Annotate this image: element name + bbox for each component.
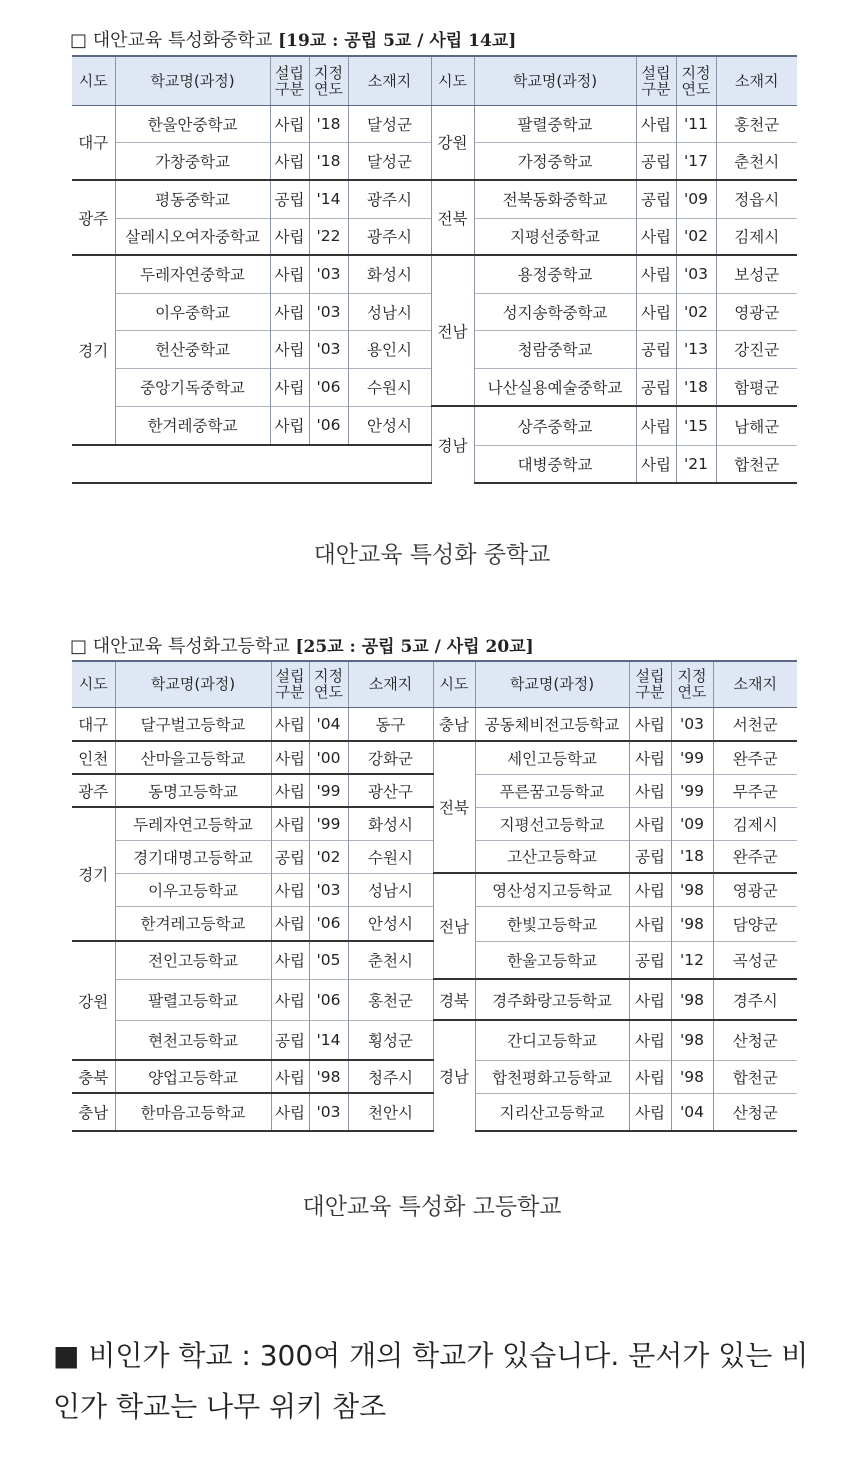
school-name-cell: 영산성지고등학교 [475,873,629,906]
school-year-cell: '13 [676,330,716,368]
school-name-cell: 두레자연고등학교 [115,807,271,840]
school-year-cell: '98 [309,1060,348,1093]
header-name: 학교명(과정) [115,56,270,105]
school-type-cell: 공립 [636,330,676,368]
header-name: 학교명(과정) [474,56,636,105]
school-name-cell: 공동체비전고등학교 [475,707,629,741]
region-cell: 충남 [72,1093,115,1131]
school-year-cell: '03 [309,873,348,906]
school-name-cell: 산마을고등학교 [115,741,271,774]
school-name-cell: 나산실용예술중학교 [474,368,636,406]
school-location-cell: 함평군 [716,368,797,406]
school-type-cell: 공립 [271,1020,309,1060]
school-type-cell: 사립 [271,807,309,840]
school-year-cell: '18 [676,368,716,406]
header-region: 시도 [72,661,115,707]
school-name-cell: 한겨레고등학교 [115,906,271,941]
header-location: 소재지 [348,661,433,707]
school-type-cell: 사립 [271,979,309,1020]
header-year: 지정 연도 [676,56,716,105]
school-name-cell: 용정중학교 [474,255,636,293]
school-type-cell: 공립 [629,840,671,873]
school-location-cell: 춘천시 [716,142,797,180]
school-location-cell: 광주시 [348,180,431,218]
school-location-cell: 정읍시 [716,180,797,218]
school-name-cell: 대병중학교 [474,445,636,483]
school-name-cell: 이우고등학교 [115,873,271,906]
school-name-cell: 한울고등학교 [475,941,629,979]
school-location-cell: 춘천시 [348,941,433,979]
school-year-cell: '22 [309,218,348,255]
school-location-cell: 완주군 [713,741,797,774]
school-location-cell: 무주군 [713,774,797,807]
school-year-cell: '02 [309,840,348,873]
school-year-cell: '18 [309,142,348,180]
school-year-cell: '12 [671,941,713,979]
region-cell: 강원 [431,105,474,180]
school-name-cell: 고산고등학교 [475,840,629,873]
school-year-cell: '05 [309,941,348,979]
school-type-cell: 사립 [270,330,309,368]
region-cell: 광주 [72,774,115,807]
school-year-cell: '14 [309,1020,348,1060]
table-row [72,255,797,293]
school-name-cell: 세인고등학교 [475,741,629,774]
school-type-cell: 사립 [629,873,671,906]
school-location-cell: 달성군 [348,105,431,142]
school-year-cell: '09 [676,180,716,218]
region-cell: 대구 [72,105,115,180]
school-location-cell: 서천군 [713,707,797,741]
region-cell: 강원 [72,941,115,1060]
header-name: 학교명(과정) [115,661,271,707]
header-region: 시도 [433,661,475,707]
school-location-cell: 산청군 [713,1093,797,1131]
header-type: 설립 구분 [629,661,671,707]
school-type-cell: 사립 [270,368,309,406]
school-location-cell: 수원시 [348,368,431,406]
school-type-cell: 사립 [271,1060,309,1093]
school-name-cell: 한울안중학교 [115,105,270,142]
school-year-cell: '03 [309,293,348,330]
school-year-cell: '99 [309,807,348,840]
school-year-cell: '99 [671,774,713,807]
school-type-cell: 사립 [270,293,309,330]
region-cell: 경남 [431,406,474,483]
school-type-cell: 사립 [629,1020,671,1060]
school-type-cell: 사립 [629,707,671,741]
school-year-cell: '03 [676,255,716,293]
region-cell: 대구 [72,707,115,741]
school-year-cell: '06 [309,979,348,1020]
school-year-cell: '18 [309,105,348,142]
school-type-cell: 사립 [270,142,309,180]
school-name-cell: 이우중학교 [115,293,270,330]
school-name-cell: 간디고등학교 [475,1020,629,1060]
school-year-cell: '18 [671,840,713,873]
school-name-cell: 상주중학교 [474,406,636,445]
school-type-cell: 공립 [270,180,309,218]
table-row [72,873,797,906]
school-year-cell: '98 [671,873,713,906]
empty-cell [72,445,431,483]
school-year-cell: '03 [309,330,348,368]
region-cell: 전북 [431,180,474,255]
school-location-cell: 경주시 [713,979,797,1020]
school-type-cell: 공립 [271,840,309,873]
region-cell: 경북 [433,979,475,1020]
school-type-cell: 사립 [270,105,309,142]
school-location-cell: 용인시 [348,330,431,368]
school-name-cell: 한빛고등학교 [475,906,629,941]
school-location-cell: 남해군 [716,406,797,445]
school-year-cell: '03 [309,1093,348,1131]
school-year-cell: '21 [676,445,716,483]
table-row [72,707,797,741]
region-cell: 전남 [431,255,474,406]
school-year-cell: '00 [309,741,348,774]
school-name-cell: 동명고등학교 [115,774,271,807]
school-name-cell: 청람중학교 [474,330,636,368]
school-year-cell: '04 [309,707,348,741]
school-type-cell: 사립 [270,218,309,255]
school-type-cell: 사립 [271,707,309,741]
school-type-cell: 사립 [629,1093,671,1131]
school-name-cell: 중앙기독중학교 [115,368,270,406]
school-type-cell: 사립 [636,445,676,483]
school-type-cell: 사립 [270,406,309,445]
school-name-cell: 가정중학교 [474,142,636,180]
school-location-cell: 산청군 [713,1020,797,1060]
school-name-cell: 팔렬중학교 [474,105,636,142]
school-name-cell: 헌산중학교 [115,330,270,368]
school-location-cell: 광주시 [348,218,431,255]
school-year-cell: '98 [671,906,713,941]
school-year-cell: '11 [676,105,716,142]
region-cell: 광주 [72,180,115,255]
school-name-cell: 한마음고등학교 [115,1093,271,1131]
middle-school-table [72,55,797,484]
table-row [72,180,797,218]
school-name-cell: 가창중학교 [115,142,270,180]
school-location-cell: 김제시 [716,218,797,255]
school-type-cell: 사립 [271,741,309,774]
school-type-cell: 공립 [636,368,676,406]
header-location: 소재지 [716,56,797,105]
school-type-cell: 사립 [636,406,676,445]
header-year: 지정 연도 [309,661,348,707]
region-cell: 충북 [72,1060,115,1093]
school-name-cell: 양업고등학교 [115,1060,271,1093]
school-location-cell: 안성시 [348,406,431,445]
school-type-cell: 사립 [629,979,671,1020]
school-location-cell: 김제시 [713,807,797,840]
header-type: 설립 구분 [270,56,309,105]
school-name-cell: 한겨레중학교 [115,406,270,445]
school-year-cell: '03 [671,707,713,741]
school-type-cell: 사립 [271,873,309,906]
header-location: 소재지 [348,56,431,105]
school-year-cell: '02 [676,218,716,255]
school-name-cell: 팔렬고등학교 [115,979,271,1020]
school-name-cell: 살레시오여자중학교 [115,218,270,255]
school-year-cell: '06 [309,368,348,406]
school-year-cell: '99 [671,741,713,774]
school-year-cell: '03 [309,255,348,293]
school-name-cell: 경기대명고등학교 [115,840,271,873]
school-location-cell: 담양군 [713,906,797,941]
header-name: 학교명(과정) [475,661,629,707]
school-location-cell: 천안시 [348,1093,433,1131]
school-name-cell: 현천고등학교 [115,1020,271,1060]
school-location-cell: 화성시 [348,255,431,293]
school-name-cell: 전북동화중학교 [474,180,636,218]
school-location-cell: 영광군 [716,293,797,330]
school-type-cell: 공립 [636,142,676,180]
region-cell: 전남 [433,873,475,979]
school-location-cell: 곡성군 [713,941,797,979]
school-location-cell: 수원시 [348,840,433,873]
school-year-cell: '15 [676,406,716,445]
school-year-cell: '17 [676,142,716,180]
school-type-cell: 사립 [270,255,309,293]
table-row [72,406,797,445]
school-type-cell: 사립 [636,218,676,255]
school-location-cell: 홍천군 [348,979,433,1020]
middle-school-heading: □ 대안교육 특성화중학교 [19교 : 공립 5교 / 사립 14교] [70,30,517,51]
school-type-cell: 사립 [271,941,309,979]
school-name-cell: 두레자연중학교 [115,255,270,293]
region-cell: 경기 [72,255,115,445]
school-type-cell: 사립 [629,1060,671,1093]
table-row [72,741,797,774]
school-year-cell: '02 [676,293,716,330]
school-location-cell: 성남시 [348,873,433,906]
table-row [72,1020,797,1060]
region-cell: 충남 [433,707,475,741]
school-type-cell: 사립 [271,1093,309,1131]
school-location-cell: 강화군 [348,741,433,774]
school-location-cell: 보성군 [716,255,797,293]
school-location-cell: 달성군 [348,142,431,180]
school-name-cell: 성지송학중학교 [474,293,636,330]
header-year: 지정 연도 [309,56,348,105]
header-region: 시도 [72,56,115,105]
school-name-cell: 지평선고등학교 [475,807,629,840]
school-location-cell: 청주시 [348,1060,433,1093]
school-location-cell: 영광군 [713,873,797,906]
school-location-cell: 완주군 [713,840,797,873]
region-cell: 전북 [433,741,475,873]
school-name-cell: 지평선중학교 [474,218,636,255]
high-school-heading: □ 대안교육 특성화고등학교 [25교 : 공립 5교 / 사립 20교] [70,636,534,657]
school-location-cell: 횡성군 [348,1020,433,1060]
school-type-cell: 공립 [636,180,676,218]
region-cell: 인천 [72,741,115,774]
header-type: 설립 구분 [636,56,676,105]
school-name-cell: 달구벌고등학교 [115,707,271,741]
table-row [72,979,797,1020]
school-year-cell: '98 [671,1020,713,1060]
school-name-cell: 경주화랑고등학교 [475,979,629,1020]
school-location-cell: 합천군 [716,445,797,483]
school-location-cell: 강진군 [716,330,797,368]
school-type-cell: 사립 [636,255,676,293]
high-school-table [72,660,797,1132]
school-location-cell: 안성시 [348,906,433,941]
school-year-cell: '14 [309,180,348,218]
school-location-cell: 홍천군 [716,105,797,142]
school-name-cell: 전인고등학교 [115,941,271,979]
school-type-cell: 사립 [629,741,671,774]
header-location: 소재지 [713,661,797,707]
school-type-cell: 사립 [629,774,671,807]
school-type-cell: 사립 [271,774,309,807]
school-type-cell: 사립 [636,105,676,142]
school-year-cell: '06 [309,906,348,941]
table-row [72,105,797,142]
school-type-cell: 공립 [629,941,671,979]
header-year: 지정 연도 [671,661,713,707]
high-school-caption: 대안교육 특성화 고등학교 [302,1194,562,1220]
school-location-cell: 광산구 [348,774,433,807]
unaccredited-school-note: ■ 비인가 학교 : 300여 개의 학교가 있습니다. 문서가 있는 비인가 학교는 나무 위키 참조 [53,1339,809,1423]
school-year-cell: '06 [309,406,348,445]
region-cell: 경남 [433,1020,475,1131]
school-year-cell: '99 [309,774,348,807]
school-type-cell: 사립 [629,807,671,840]
school-year-cell: '98 [671,1060,713,1093]
school-type-cell: 사립 [636,293,676,330]
middle-school-caption: 대안교육 특성화 중학교 [313,542,551,568]
school-location-cell: 화성시 [348,807,433,840]
region-cell: 경기 [72,807,115,941]
school-name-cell: 지리산고등학교 [475,1093,629,1131]
school-type-cell: 사립 [271,906,309,941]
school-name-cell: 평동중학교 [115,180,270,218]
header-region: 시도 [431,56,474,105]
school-location-cell: 성남시 [348,293,431,330]
school-type-cell: 사립 [629,906,671,941]
school-location-cell: 동구 [348,707,433,741]
school-year-cell: '09 [671,807,713,840]
school-year-cell: '04 [671,1093,713,1131]
school-year-cell: '98 [671,979,713,1020]
header-type: 설립 구분 [271,661,309,707]
school-name-cell: 푸른꿈고등학교 [475,774,629,807]
school-name-cell: 합천평화고등학교 [475,1060,629,1093]
school-location-cell: 합천군 [713,1060,797,1093]
